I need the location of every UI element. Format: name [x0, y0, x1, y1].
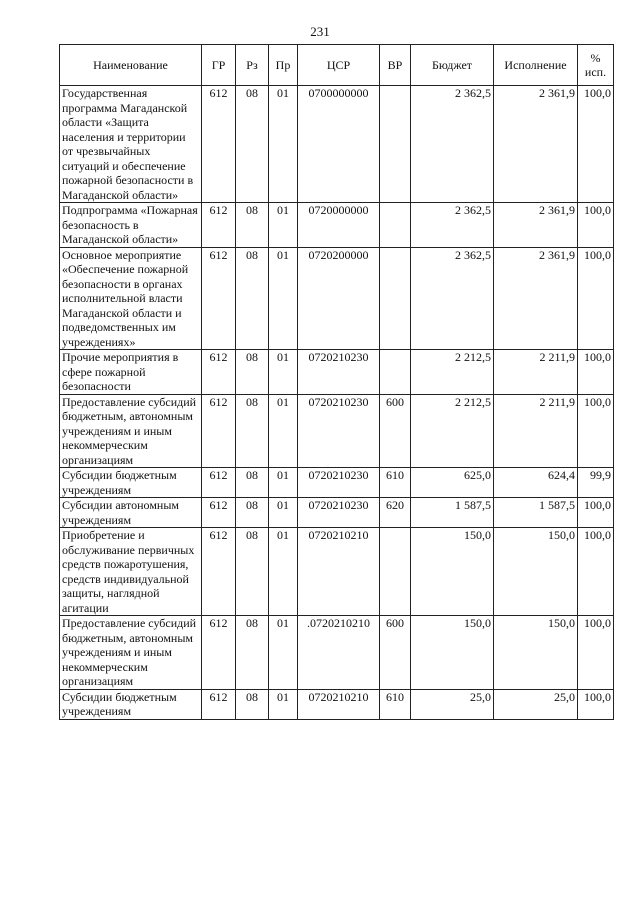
table-row [60, 86, 614, 203]
row-name: Субсидии бюджетным учреждениям [60, 468, 202, 498]
row-vr: 600 [380, 394, 411, 468]
header-gr: ГР [202, 45, 236, 86]
row-name: Субсидии автономным учреждениям [60, 498, 202, 528]
row-percent: 100,0 [578, 689, 614, 719]
row-budget: 150,0 [411, 528, 494, 616]
row-vr [380, 247, 411, 350]
row-csr: 0720210210 [298, 689, 380, 719]
row-gr: 612 [202, 350, 236, 395]
row-execution: 2 211,9 [494, 350, 578, 395]
row-vr [380, 350, 411, 395]
budget-table [59, 44, 614, 720]
row-csr: 0720200000 [298, 247, 380, 350]
row-vr [380, 203, 411, 248]
row-gr: 612 [202, 498, 236, 528]
header-pr: Пр [269, 45, 298, 86]
table-row [60, 689, 614, 719]
row-budget: 2 362,5 [411, 86, 494, 203]
row-budget: 2 362,5 [411, 203, 494, 248]
row-rz: 08 [236, 247, 269, 350]
row-gr: 612 [202, 86, 236, 203]
row-pr: 01 [269, 350, 298, 395]
row-percent: 100,0 [578, 498, 614, 528]
row-csr: 0720210230 [298, 498, 380, 528]
row-name: Основное мероприятие «Обеспечение пожарной безопасности в органах исполнительной власти Магаданской области и подведомственных им учреждениях» [60, 247, 202, 350]
row-budget: 2 362,5 [411, 247, 494, 350]
row-execution: 2 361,9 [494, 203, 578, 248]
row-csr: 0720210230 [298, 468, 380, 498]
row-csr: 0720000000 [298, 203, 380, 248]
row-name: Государственная программа Магаданской области «Защита населения и территории от чрезвычайных ситуаций и обеспечение пожарной безопасности в Магаданской области» [60, 86, 202, 203]
row-budget: 2 212,5 [411, 394, 494, 468]
header-percent-word: исп. [584, 65, 607, 79]
row-budget: 625,0 [411, 468, 494, 498]
table-row [60, 247, 614, 350]
row-name: Субсидии бюджетным учреждениям [60, 689, 202, 719]
row-gr: 612 [202, 528, 236, 616]
row-budget: 25,0 [411, 689, 494, 719]
row-rz: 08 [236, 86, 269, 203]
row-gr: 612 [202, 689, 236, 719]
row-csr: 0700000000 [298, 86, 380, 203]
row-execution: 1 587,5 [494, 498, 578, 528]
row-pr: 01 [269, 616, 298, 690]
table-row [60, 498, 614, 528]
row-execution: 2 211,9 [494, 394, 578, 468]
row-vr [380, 528, 411, 616]
row-vr: 610 [380, 689, 411, 719]
row-vr: 620 [380, 498, 411, 528]
row-pr: 01 [269, 498, 298, 528]
row-csr: 0720210230 [298, 350, 380, 395]
row-rz: 08 [236, 394, 269, 468]
header-percent-symbol: % [590, 50, 601, 65]
row-budget: 2 212,5 [411, 350, 494, 395]
row-pr: 01 [269, 203, 298, 248]
row-rz: 08 [236, 616, 269, 690]
header-budget: Бюджет [411, 45, 494, 86]
row-gr: 612 [202, 203, 236, 248]
row-vr: 610 [380, 468, 411, 498]
row-percent: 100,0 [578, 394, 614, 468]
row-execution: 624,4 [494, 468, 578, 498]
row-rz: 08 [236, 203, 269, 248]
row-name: Приобретение и обслуживание первичных средств пожаротушения, средств индивидуальной защиты, наглядной агитации [60, 528, 202, 616]
row-percent: 100,0 [578, 528, 614, 616]
row-csr: 0720210210 [298, 528, 380, 616]
row-pr: 01 [269, 247, 298, 350]
row-name: Предоставление субсидий бюджетным, автономным учреждениям и иным некоммерческим организациям [60, 616, 202, 690]
row-execution: 150,0 [494, 616, 578, 690]
table-row [60, 468, 614, 498]
page-number: 231 [310, 24, 330, 39]
row-pr: 01 [269, 86, 298, 203]
row-rz: 08 [236, 468, 269, 498]
row-budget: 150,0 [411, 616, 494, 690]
header-rz: Рз [236, 45, 269, 86]
row-percent: 100,0 [578, 616, 614, 690]
row-percent: 100,0 [578, 350, 614, 395]
row-execution: 150,0 [494, 528, 578, 616]
row-gr: 612 [202, 247, 236, 350]
table-row [60, 528, 614, 616]
table-row [60, 394, 614, 468]
row-percent: 100,0 [578, 203, 614, 248]
table-header [60, 45, 614, 86]
row-csr: .0720210210 [298, 616, 380, 690]
row-rz: 08 [236, 498, 269, 528]
row-rz: 08 [236, 350, 269, 395]
row-pr: 01 [269, 468, 298, 498]
header-name: Наименование [60, 45, 202, 86]
row-rz: 08 [236, 689, 269, 719]
row-pr: 01 [269, 689, 298, 719]
header-csr: ЦСР [298, 45, 380, 86]
table-body [60, 86, 614, 720]
row-execution: 25,0 [494, 689, 578, 719]
row-gr: 612 [202, 394, 236, 468]
row-percent: 100,0 [578, 247, 614, 350]
row-vr [380, 86, 411, 203]
row-name: Подпрограмма «Пожарная безопасность в Магаданской области» [60, 203, 202, 248]
header-percent [578, 45, 614, 86]
row-percent: 100,0 [578, 86, 614, 203]
table-row [60, 203, 614, 248]
row-pr: 01 [269, 528, 298, 616]
row-gr: 612 [202, 616, 236, 690]
row-rz: 08 [236, 528, 269, 616]
row-gr: 612 [202, 468, 236, 498]
row-vr: 600 [380, 616, 411, 690]
row-execution: 2 361,9 [494, 247, 578, 350]
row-pr: 01 [269, 394, 298, 468]
row-budget: 1 587,5 [411, 498, 494, 528]
row-percent: 99,9 [578, 468, 614, 498]
row-name: Предоставление субсидий бюджетным, автономным учреждениям и иным некоммерческим организациям [60, 394, 202, 468]
row-execution: 2 361,9 [494, 86, 578, 203]
header-execution: Исполнение [494, 45, 578, 86]
row-name: Прочие мероприятия в сфере пожарной безопасности [60, 350, 202, 395]
table-row [60, 616, 614, 690]
table-row [60, 350, 614, 395]
row-csr: 0720210230 [298, 394, 380, 468]
header-vr: ВР [380, 45, 411, 86]
